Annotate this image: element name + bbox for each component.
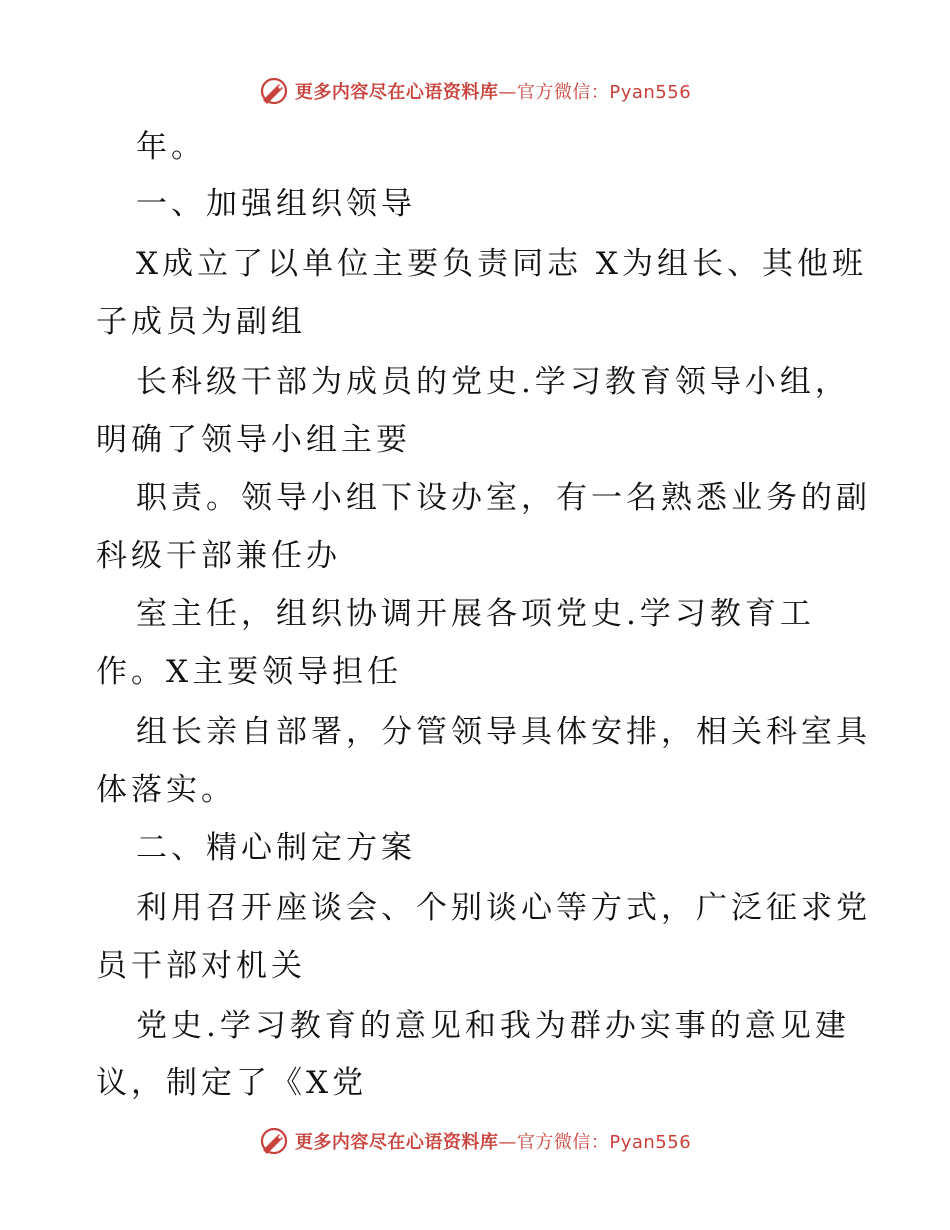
header-banner-wechat-id: Pyan556 xyxy=(609,82,692,103)
doc-line: 年。 xyxy=(136,129,206,165)
header-banner-dash: — xyxy=(498,82,517,103)
doc-line: 员干部对机关 xyxy=(96,948,306,984)
pen-nib-logo-icon xyxy=(259,76,289,106)
doc-line: 长科级干部为成员的党史.学习教育领导小组， xyxy=(136,364,850,400)
header-banner-text xyxy=(295,78,691,104)
footer-banner-text xyxy=(295,1128,691,1154)
doc-line: 明确了领导小组主要 xyxy=(96,422,411,458)
doc-line: 职责。领导小组下设办室，有一名熟悉业务的副 xyxy=(136,480,871,516)
doc-line: 组长亲自部署，分管领导具体安排，相关科室具 xyxy=(136,714,871,750)
doc-line: X成立了以单位主要负责同志 X为组长、其他班 xyxy=(136,246,867,282)
section-heading: 二、精心制定方案 xyxy=(136,830,416,866)
doc-line: 作。X主要领导担任 xyxy=(96,654,403,690)
doc-line: 室主任，组织协调开展各项党史.学习教育工 xyxy=(136,596,815,632)
footer-banner xyxy=(0,1121,950,1161)
pen-nib-logo-icon xyxy=(259,1126,289,1156)
doc-line: 议，制定了《X党 xyxy=(96,1065,368,1101)
doc-line: 利用召开座谈会、个别谈心等方式，广泛征求党 xyxy=(136,890,871,926)
footer-banner-wechat-id: Pyan556 xyxy=(609,1132,692,1153)
doc-line: 体落实。 xyxy=(96,772,236,808)
section-heading: 一、加强组织领导 xyxy=(136,186,416,222)
footer-banner-main: 更多内容尽在心语资料库 xyxy=(294,1132,499,1153)
doc-line: 子成员为副组 xyxy=(96,304,306,340)
doc-line: 党史.学习教育的意见和我为群办实事的意见建 xyxy=(136,1008,850,1044)
header-banner-wechat-label: 官方微信： xyxy=(516,82,610,103)
header-banner xyxy=(0,71,950,111)
footer-banner-dash: — xyxy=(498,1132,517,1153)
header-banner-main: 更多内容尽在心语资料库 xyxy=(294,82,499,103)
doc-line: 科级干部兼任办 xyxy=(96,538,341,574)
footer-banner-wechat-label: 官方微信： xyxy=(516,1132,610,1153)
